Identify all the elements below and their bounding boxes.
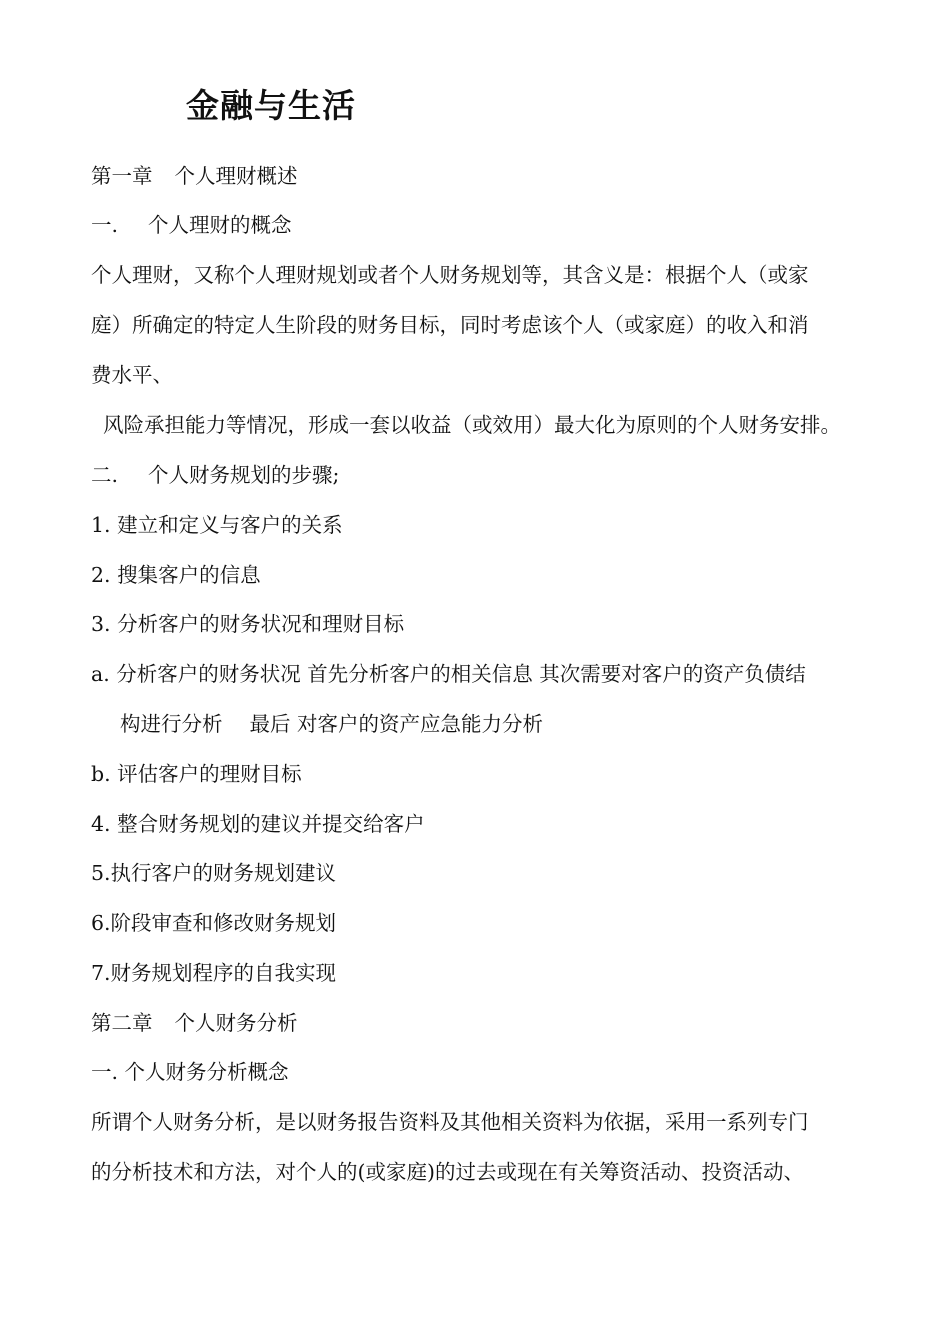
section-2-number: 二. — [91, 463, 119, 487]
paragraph-2-line-1: 所谓个人财务分析，是以财务报告资料及其他相关资料为依据，采用一系列专门 — [91, 1110, 809, 1134]
paragraph-1-line-2: 庭）所确定的特定人生阶段的财务目标，同时考虑该个人（或家庭）的收入和消 — [91, 313, 809, 337]
step-3: 3. 分析客户的财务状况和理财目标 — [91, 612, 405, 636]
document-title: 金融与生活 — [186, 86, 356, 125]
section-1-name: 个人理财的概念 — [148, 213, 292, 237]
section-3-heading: 一. 个人财务分析概念 — [91, 1060, 289, 1084]
chapter-1-heading — [91, 162, 298, 190]
paragraph-2-line-2: 的分析技术和方法，对个人的(或家庭)的过去或现在有关筹资活动、投资活动、 — [91, 1160, 804, 1184]
section-2-heading — [91, 461, 339, 489]
step-b: b. 评估客户的理财目标 — [91, 762, 302, 786]
chapter-2-heading — [91, 1009, 298, 1037]
step-4: 4. 整合财务规划的建议并提交给客户 — [91, 812, 425, 836]
step-2: 2. 搜集客户的信息 — [91, 563, 261, 587]
paragraph-1-line-4: 风险承担能力等情况，形成一套以收益（或效用）最大化为原则的个人财务安排。 — [103, 413, 841, 437]
step-a-line-2: 构进行分析 最后 对客户的资产应急能力分析 — [120, 712, 544, 736]
section-1-number: 一. — [91, 213, 119, 237]
step-6: 6.阶段审查和修改财务规划 — [91, 911, 337, 935]
section-1-heading — [91, 211, 292, 239]
step-1: 1. 建立和定义与客户的关系 — [91, 513, 343, 537]
chapter-2-number: 第二章 — [91, 1011, 153, 1035]
step-7: 7.财务规划程序的自我实现 — [91, 961, 337, 985]
step-5: 5.执行客户的财务规划建议 — [91, 861, 337, 885]
chapter-2-name: 个人财务分析 — [174, 1011, 298, 1035]
chapter-1-name: 个人理财概述 — [174, 164, 298, 188]
paragraph-1-line-1: 个人理财，又称个人理财规划或者个人财务规划等，其含义是：根据个人（或家 — [91, 263, 809, 287]
section-2-name: 个人财务规划的步骤; — [148, 463, 340, 487]
paragraph-1-line-3: 费水平、 — [91, 363, 173, 387]
chapter-1-number: 第一章 — [91, 164, 153, 188]
step-a-line-1: a. 分析客户的财务状况 首先分析客户的相关信息 其次需要对客户的资产负债结 — [91, 662, 806, 686]
